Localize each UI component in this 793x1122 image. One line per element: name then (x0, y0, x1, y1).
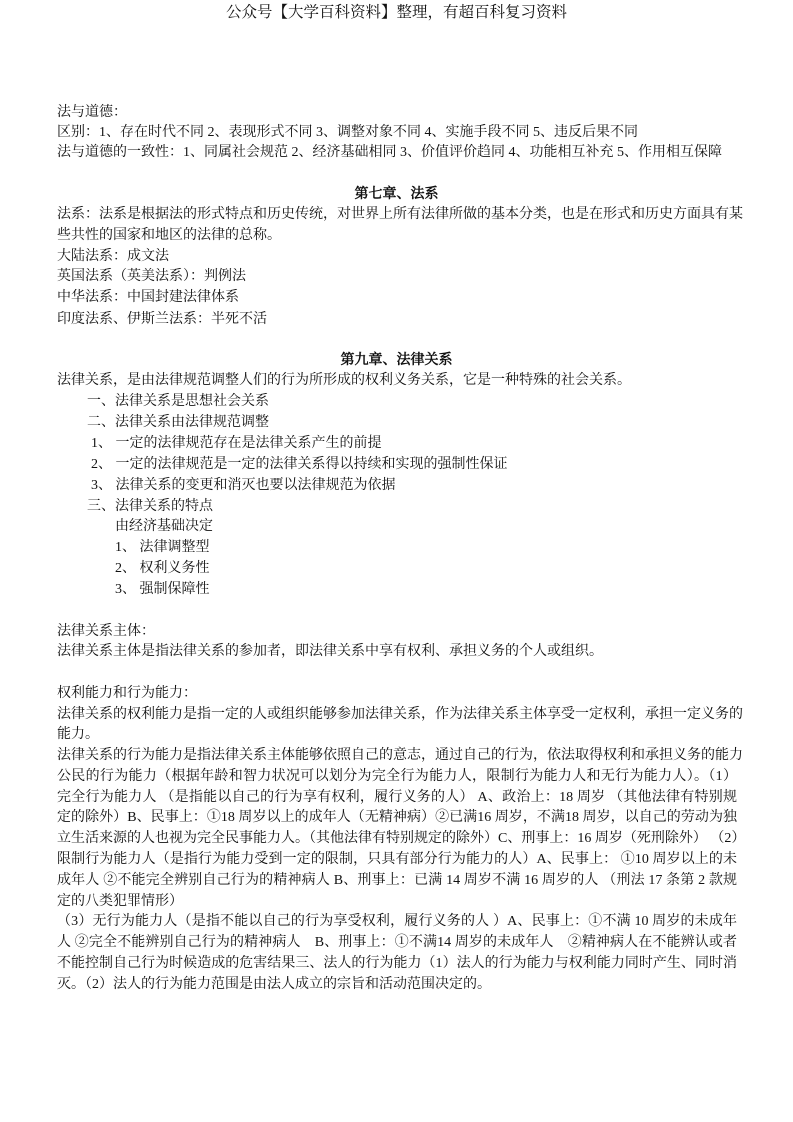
subject-text: 法律关系主体是指法律关系的参加者，即法律关系中享有权利、承担义务的个人或组织。 (57, 644, 603, 659)
paragraph-line: 些共性的国家和地区的法律的总称。 (57, 228, 281, 243)
paragraph-line: 公民的行为能力（根据年龄和智力状况可以划分为完全行为能力人，限制行为能力人和无行为能力人）。（1） (57, 769, 737, 784)
paragraph-line: 不能控制自己行为时候造成的危害结果三、法人的行为能力（1）法人的行为能力与权利能力同时产生、同时消 (57, 956, 737, 971)
list-item: 由经济基础决定 (115, 519, 213, 534)
list-item: 三、法律关系的特点 (87, 499, 213, 514)
paragraph-line: （3）无行为能力人（是指不能以自己的行为享受权利，履行义务的人 ）A、民事上：①不满 10 周岁的未成年 (57, 914, 737, 929)
list-item: 二、法律关系由法律规范调整 (87, 415, 269, 430)
paragraph-line: 英国法系（英美法系）：判例法 (57, 269, 246, 284)
section-title-law-morality: 法与道德： (57, 105, 127, 120)
paragraph-line: 大陆法系：成文法 (57, 249, 169, 264)
capacity-title: 权利能力和行为能力： (57, 686, 197, 701)
paragraph-line: 灭。（2）法人的行为能力范围是由法人成立的宗旨和活动范围决定的。 (57, 977, 491, 992)
paragraph-line: 印度法系、伊斯兰法系：半死不活 (57, 312, 267, 327)
list-item: 1、 一定的法律规范存在是法律关系产生的前提 (91, 436, 382, 451)
chapter-7-heading: 第七章、法系 (354, 187, 439, 202)
paragraph-intro: 法律关系，是由法律规范调整人们的行为所形成的权利义务关系，它是一种特殊的社会关系。 (57, 373, 631, 388)
paragraph-line: 能力。 (57, 727, 99, 742)
paragraph-line: 法系：法系是根据法的形式特点和历史传统，对世界上所有法律所做的基本分类，也是在形式和历史方面具有某 (57, 207, 743, 222)
paragraph-differences: 区别：1、存在时代不同 2、表现形式不同 3、调整对象不同 4、实施手段不同 5、违反后果不同 (57, 125, 638, 140)
list-item: 一、法律关系是思想社会关系 (87, 394, 269, 409)
subject-title: 法律关系主体： (57, 624, 155, 639)
paragraph-line: 定的八类犯罪情形） (57, 894, 183, 909)
list-item: 2、 权利义务性 (115, 561, 210, 576)
paragraph-line: 限制行为能力人（是指行为能力受到一定的限制，只具有部分行为能力的人）A、民事上： ①10 周岁以上的未 (57, 852, 737, 867)
page-header: 公众号【大学百科资料】整理，有超百科复习资料 (225, 4, 567, 21)
paragraph-line: 成年人 ②不能完全辨别自己行为的精神病人 B、刑事上：已满 14 周岁不满 16 周岁的人 （刑法 17 条第 2 款规 (57, 873, 737, 888)
paragraph-line: 完全行为能力人 （是指能以自己的行为享有权利，履行义务的人） A、政治上：18 周岁 （其他法律有特别规 (57, 790, 737, 805)
paragraph-line: 定的除外）B、民事上：①18 周岁以上的成年人（无精神病）②已满16 周岁，不满18 周岁，以自己的劳动为独 (57, 810, 737, 825)
list-item: 1、 法律调整型 (115, 540, 210, 555)
paragraph-unity: 法与道德的一致性：1、同属社会规范 2、经济基础相同 3、价值评价趋同 4、功能相互补充 5、作用相互保障 (57, 145, 722, 160)
paragraph-line: 法律关系的权利能力是指一定的人或组织能够参加法律关系，作为法律关系主体享受一定权利，承担一定义务的 (57, 707, 743, 722)
paragraph-line: 中华法系：中国封建法律体系 (57, 290, 239, 305)
paragraph-line: 法律关系的行为能力是指法律关系主体能够依照自己的意志，通过自己的行为，依法取得权利和承担义务的能力 (57, 748, 743, 763)
list-item: 2、 一定的法律规范是一定的法律关系得以持续和实现的强制性保证 (91, 457, 508, 472)
paragraph-line: 人 ②完全不能辨别自己行为的精神病人 B、刑事上：①不满14 周岁的未成年人 ②精神病人在不能辨认或者 (57, 935, 737, 950)
paragraph-line: 立生活来源的人也视为完全民事能力人。（其他法律有特别规定的除外）C、刑事上：16 周岁（死刑除外） （2） (57, 831, 746, 846)
list-item: 3、 法律关系的变更和消灭也要以法律规范为依据 (91, 478, 396, 493)
list-item: 3、 强制保障性 (115, 582, 210, 597)
chapter-9-heading: 第九章、法律关系 (340, 353, 453, 368)
